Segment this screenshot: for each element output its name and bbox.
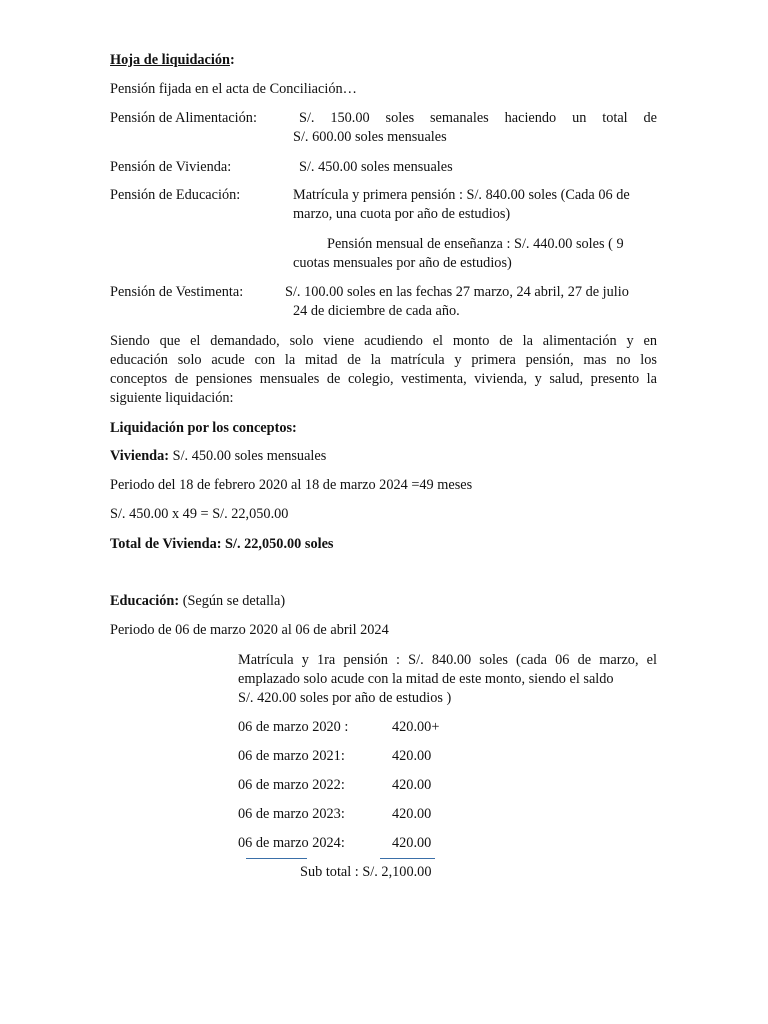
row-amount: 420.00 [392, 835, 432, 851]
educacion-label: Pensión de Educación: [110, 187, 241, 203]
alimentacion-label: Pensión de Alimentación: [110, 110, 257, 126]
paragraph-line4: siguiente liquidación: [110, 390, 234, 406]
paragraph-line2: educación solo acude con la mitad de la matrícula y primera pensión, mas no los [110, 352, 657, 368]
alimentacion-line1: S/. 150.00 soles semanales haciendo un total de [299, 110, 657, 126]
educacion-desc2: emplazado solo acude con la mitad de este monto, siendo el saldo [238, 671, 614, 687]
educacion-desc3: S/. 420.00 soles por año de estudios ) [238, 690, 452, 706]
liquidacion-heading: Liquidación por los conceptos: [110, 420, 297, 436]
educacion-period: Periodo de 06 de marzo 2020 al 06 de abril 2024 [110, 622, 389, 638]
paragraph-line3: conceptos de pensiones mensuales de colegio, vestimenta, vivienda, y salud, presento la [110, 371, 657, 387]
intro-line: Pensión fijada en el acta de Conciliación… [110, 81, 357, 97]
row-date: 06 de marzo 2023: [238, 806, 345, 822]
paragraph-line1: Siendo que el demandado, solo viene acudiendo el monto de la alimentación y en [110, 333, 657, 349]
alimentacion-line2: S/. 600.00 soles mensuales [293, 129, 447, 145]
row-date: 06 de marzo 2020 : [238, 719, 349, 735]
educacion-line4: cuotas mensuales por año de estudios) [293, 255, 512, 271]
row-amount: 420.00 [392, 806, 432, 822]
vivienda-section-label: Vivienda: [110, 448, 170, 464]
educacion-section-value: (Según se detalla) [179, 593, 286, 609]
row-amount: 420.00 [392, 777, 432, 793]
row-date: 06 de marzo 2022: [238, 777, 345, 793]
vestimenta-line2: 24 de diciembre de cada año. [293, 303, 460, 319]
row-amount: 420.00 [392, 748, 432, 764]
educacion-section-line [110, 592, 285, 611]
vivienda-section-line [110, 447, 326, 466]
educacion-line3: Pensión mensual de enseñanza : S/. 440.00 soles ( 9 [327, 236, 624, 252]
vivienda-calc: S/. 450.00 x 49 = S/. 22,050.00 [110, 506, 289, 522]
subtotal: Sub total : S/. 2,100.00 [300, 864, 432, 880]
title-text: Hoja de liquidación [110, 52, 230, 68]
sum-rule-right [380, 858, 435, 859]
educacion-section-label: Educación: [110, 593, 180, 609]
vivienda-period: Periodo del 18 de febrero 2020 al 18 de marzo 2024 =49 meses [110, 477, 473, 493]
document-title [110, 51, 235, 70]
educacion-desc1: Matrícula y 1ra pensión : S/. 840.00 soles (cada 06 de marzo, el [238, 652, 657, 668]
educacion-line1: Matrícula y primera pensión : S/. 840.00 soles (Cada 06 de [293, 187, 630, 203]
sum-rule-left [246, 858, 307, 859]
row-date: 06 de marzo 2021: [238, 748, 345, 764]
vivienda-section-value: S/. 450.00 soles mensuales [169, 448, 327, 464]
vestimenta-label: Pensión de Vestimenta: [110, 284, 244, 300]
vivienda-value: S/. 450.00 soles mensuales [299, 159, 453, 175]
vestimenta-line1: S/. 100.00 soles en las fechas 27 marzo, 24 abril, 27 de julio [285, 284, 629, 300]
row-amount: 420.00+ [392, 719, 440, 735]
vivienda-label: Pensión de Vivienda: [110, 159, 232, 175]
vivienda-total: Total de Vivienda: S/. 22,050.00 soles [110, 536, 334, 552]
title-colon: : [229, 52, 235, 68]
educacion-line2: marzo, una cuota por año de estudios) [293, 206, 511, 222]
row-date: 06 de marzo 2024: [238, 835, 345, 851]
